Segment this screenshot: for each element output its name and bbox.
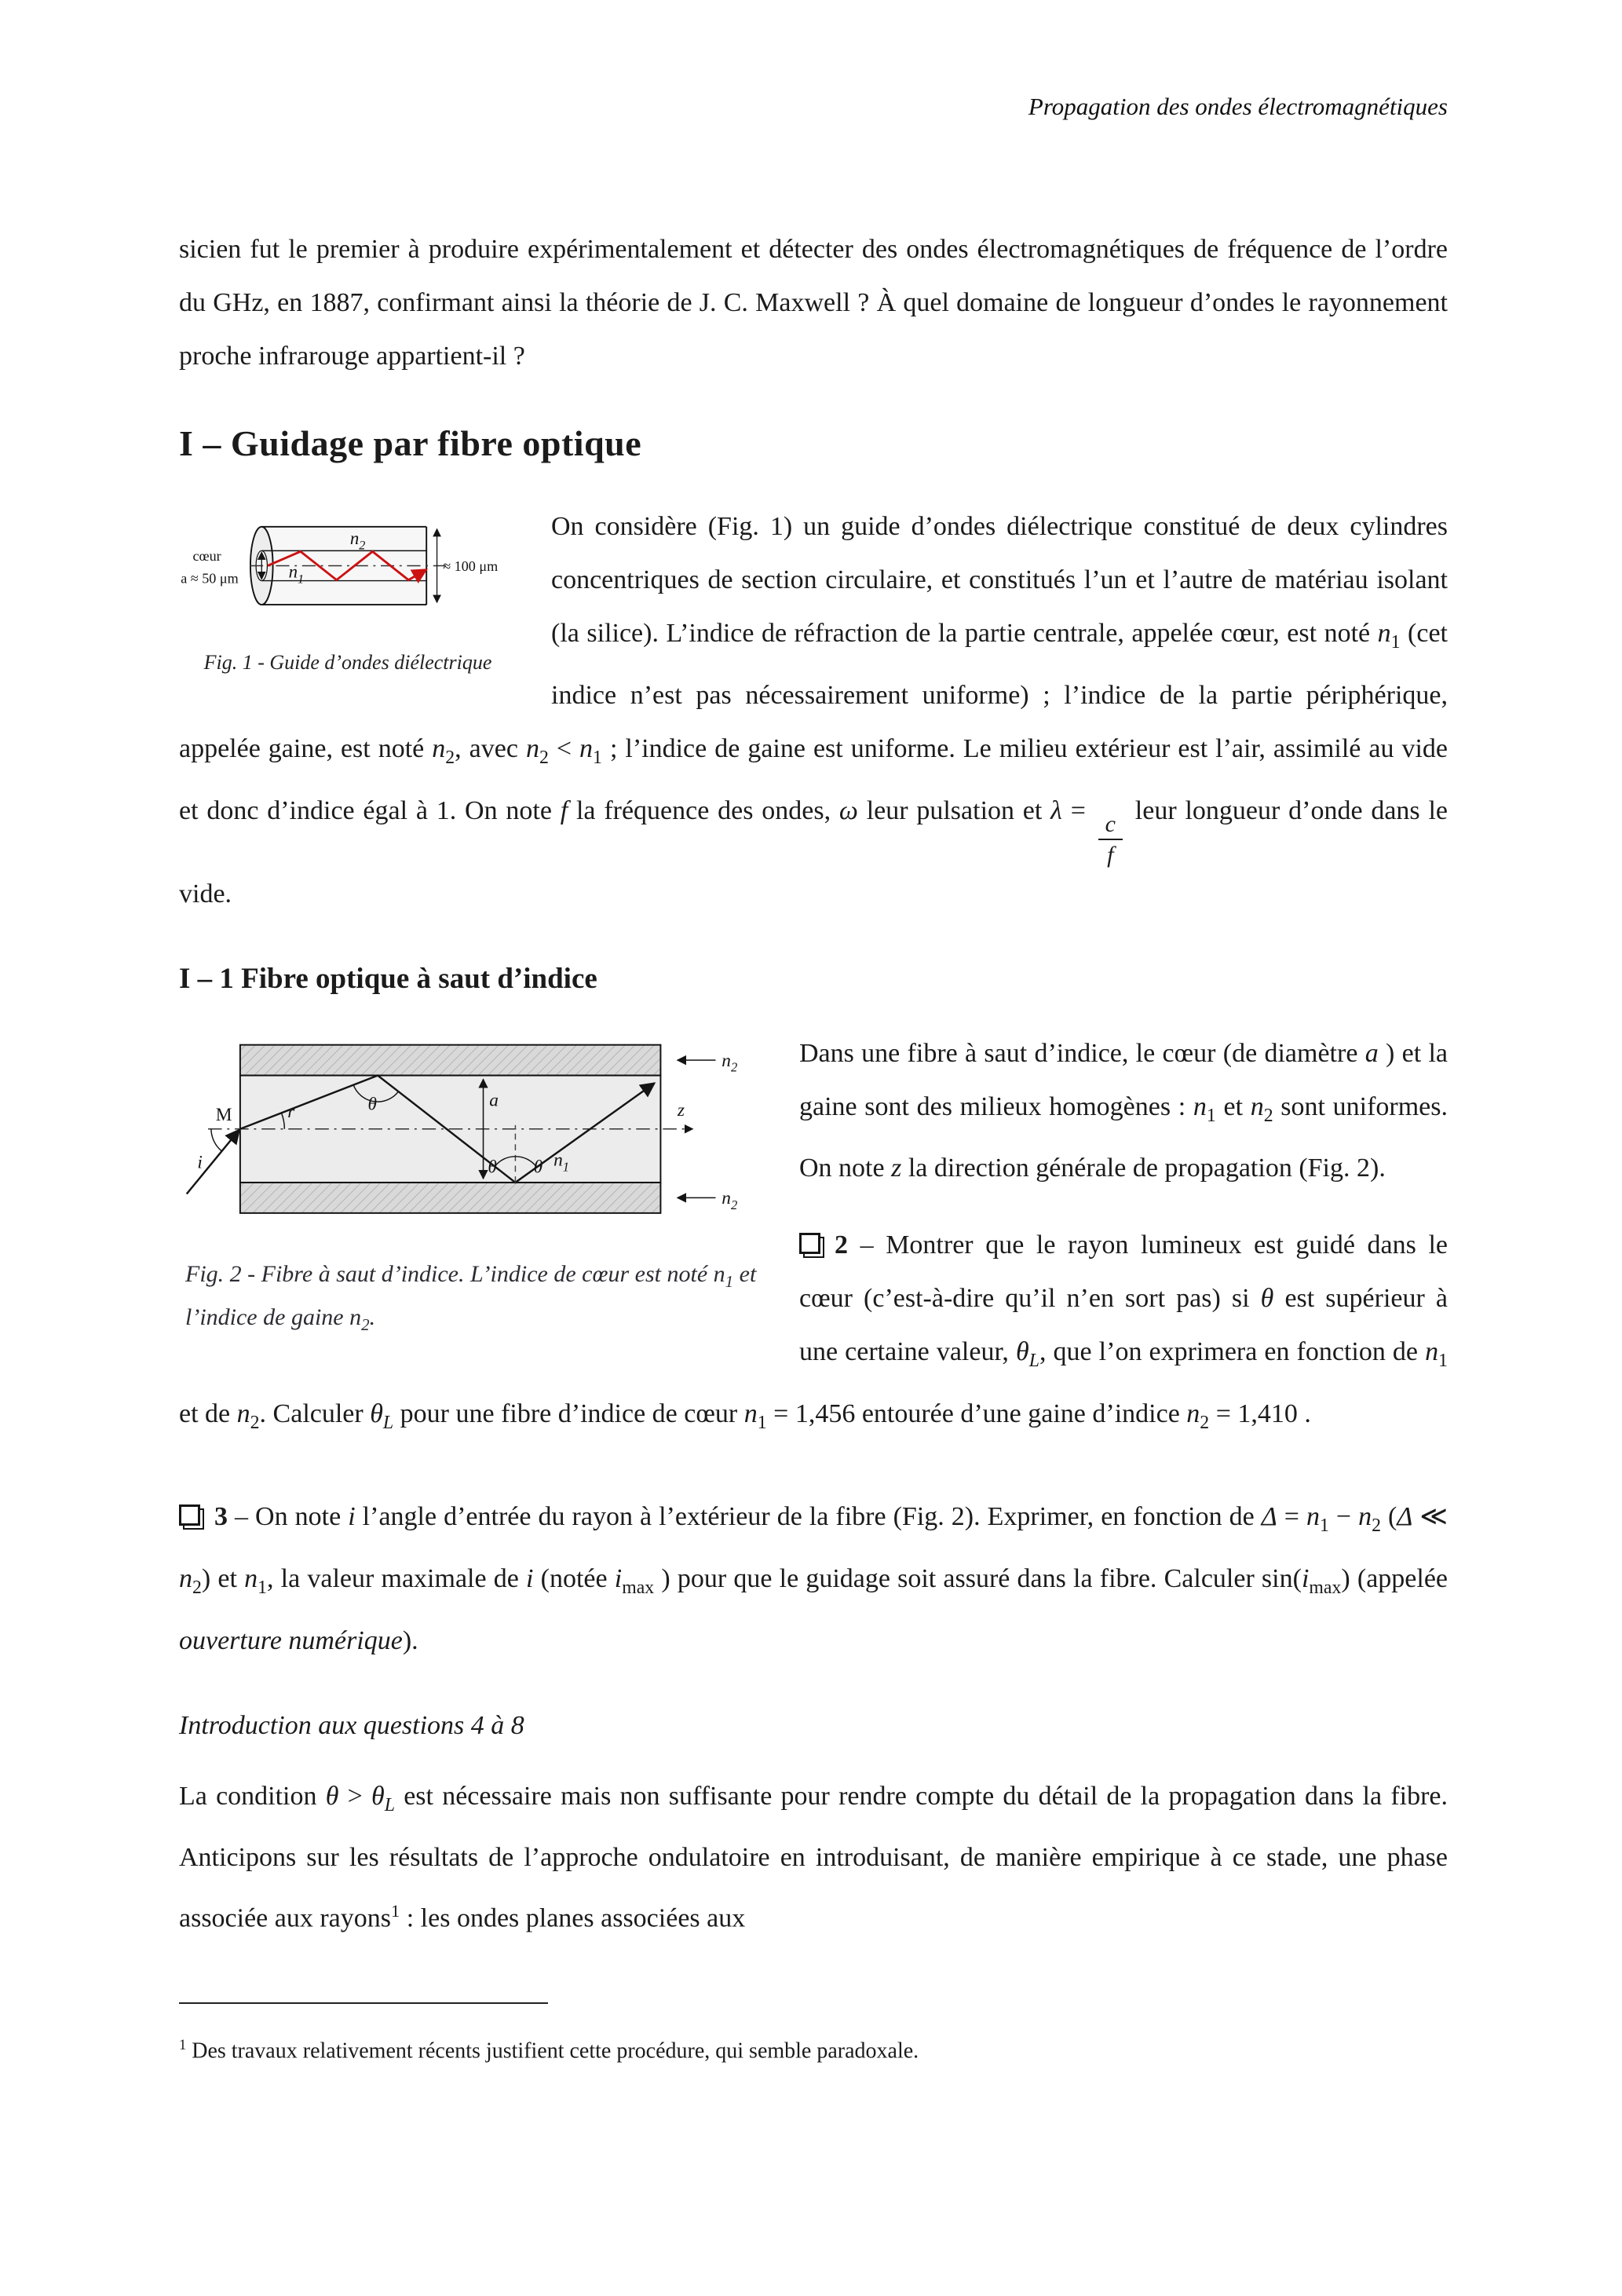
core-diameter-label: a <box>489 1090 499 1111</box>
step-index-fiber-paragraph: Dans une fibre à saut d’indice, le cœur (de diamètre a ) et la gaine sont des milieux homogènes : $n_1$ et $n_2$ sont uniformes. On note z la direction générale de propagation (Fig. 2). <box>799 1038 1448 1183</box>
cladding-bottom-index-label: $n_2$ <box>721 1187 738 1212</box>
angle-theta-left-label: θ <box>488 1156 497 1177</box>
angle-i-label: i <box>197 1152 203 1173</box>
footnote-rule <box>179 2002 548 2004</box>
angle-i-arc <box>211 1128 222 1150</box>
z-axis-label: z <box>677 1099 685 1121</box>
question-3-text: 3 – On note i l’angle d’entrée du rayon à l’extérieur de la fibre (Fig. 2). Exprimer, en fonction de $\Delta = n_1 - n_2$ (Δ ≪ $n_2$) et $n_1$, la valeur maximale de i (notée $i_{max}$ ) pour que le guidage soit assuré dans la fibre. Calculer $\sin(i_{max})$ (appelée ouverture numérique). <box>179 1501 1448 1655</box>
figure-1-drawing <box>179 508 517 639</box>
core-diameter-label: a ≈ 50 μm <box>181 570 239 587</box>
cladding-bottom <box>240 1183 661 1213</box>
outer-diameter-label: ≈ 100 μm <box>443 558 499 575</box>
figure-1-caption: Fig. 1 - Guide d’ondes diélectrique <box>203 651 492 674</box>
figure-2-drawing <box>179 1033 760 1240</box>
core-index-label: $n_1$ <box>288 561 305 587</box>
entry-point-label: M <box>215 1104 232 1125</box>
section-1-title: I – Guidage par fibre optique <box>179 423 642 463</box>
running-header-text: Propagation des ondes électromagnétiques <box>1028 93 1448 120</box>
question-checkbox-icon <box>799 1233 820 1254</box>
cladding-index-label: $n_2$ <box>349 528 366 553</box>
question-2-text: 2 – Montrer que le rayon lumineux est guidé dans le cœur (c’est-à-dire qu’il n’en sort pas) si θ est supérieur à une certaine valeur, $\theta_L$, que l’on exprimera en fonction de $n_1$ et de $n_2$. Calculer $\theta_L$ pour une fibre d’indice de cœur $n_1 = 1,456$ entourée d’une gaine d’indice $n_2 = 1,410$ . <box>179 1230 1448 1433</box>
condition-paragraph: La condition $\theta > \theta_L$ est nécessaire mais non suffisante pour rendre compte du détail de la propagation dans la fibre. Anticipons sur les résultats de l’approche ondulatoire en introduisant, de manière empirique à ce stade, une phase associée aux rayons$^1$ : les ondes planes associées aux <box>179 1781 1448 1933</box>
core-word-label: cœur <box>192 547 221 564</box>
intro-questions-heading: Introduction aux questions 4 à 8 <box>179 1710 524 1740</box>
angle-theta-top-label: θ <box>367 1094 377 1115</box>
angle-theta-right-label: θ <box>533 1156 543 1177</box>
running-header <box>179 93 1448 121</box>
question-checkbox-icon <box>179 1504 200 1526</box>
figure-2-caption: Fig. 2 - Fibre à saut d’indice. L’indice de cœur est noté $n_1$ et l’indice de gaine $n_2$. <box>185 1260 757 1334</box>
core-index-label: $n_1$ <box>553 1150 570 1174</box>
cladding-top-index-label: $n_2$ <box>721 1050 738 1075</box>
angle-r-label: r <box>287 1101 295 1122</box>
intro-paragraph: sicien fut le premier à produire expérimentalement et détecter des ondes électromagnétiques de fréquence de l’ordre du GHz, en 1887, confirmant ainsi la théorie de J. C. Maxwell ? À quel domaine de longueur d’ondes le rayonnement proche infrarouge appartient-il ? <box>179 235 1448 371</box>
fiber-description-paragraph: On considère (Fig. 1) un guide d’ondes diélectrique constitué de deux cylindres concentriques de section circulaire, et constitués l’un et l’autre de matériau isolant (la silice). L’indice de réfraction de la partie centrale, appelée cœur, est noté $n_1$ (cet indice n’est pas nécessairement uniforme) ; l’indice de la partie périphérique, appelée gaine, est noté $n_2$, avec $n_2 < n_1$ ; l’indice de gaine est uniforme. Le milieu extérieur est l’air, assimilé au vide et donc d’indice égal à 1. On note f la fréquence des ondes, ω leur pulsation et λ = $\frac{c}{f}$ leur longueur d’onde dans le vide. <box>179 512 1448 909</box>
question-3 <box>179 1490 1448 1668</box>
cladding-top <box>240 1044 661 1075</box>
figure-2 <box>179 1033 760 1343</box>
section-1-1-title: I – 1 Fibre optique à saut d’indice <box>179 962 597 995</box>
figure-1 <box>179 508 517 675</box>
footnote-text: $^1$ Des travaux relativement récents justifient cette procédure, qui semble paradoxale. <box>179 2036 919 2064</box>
